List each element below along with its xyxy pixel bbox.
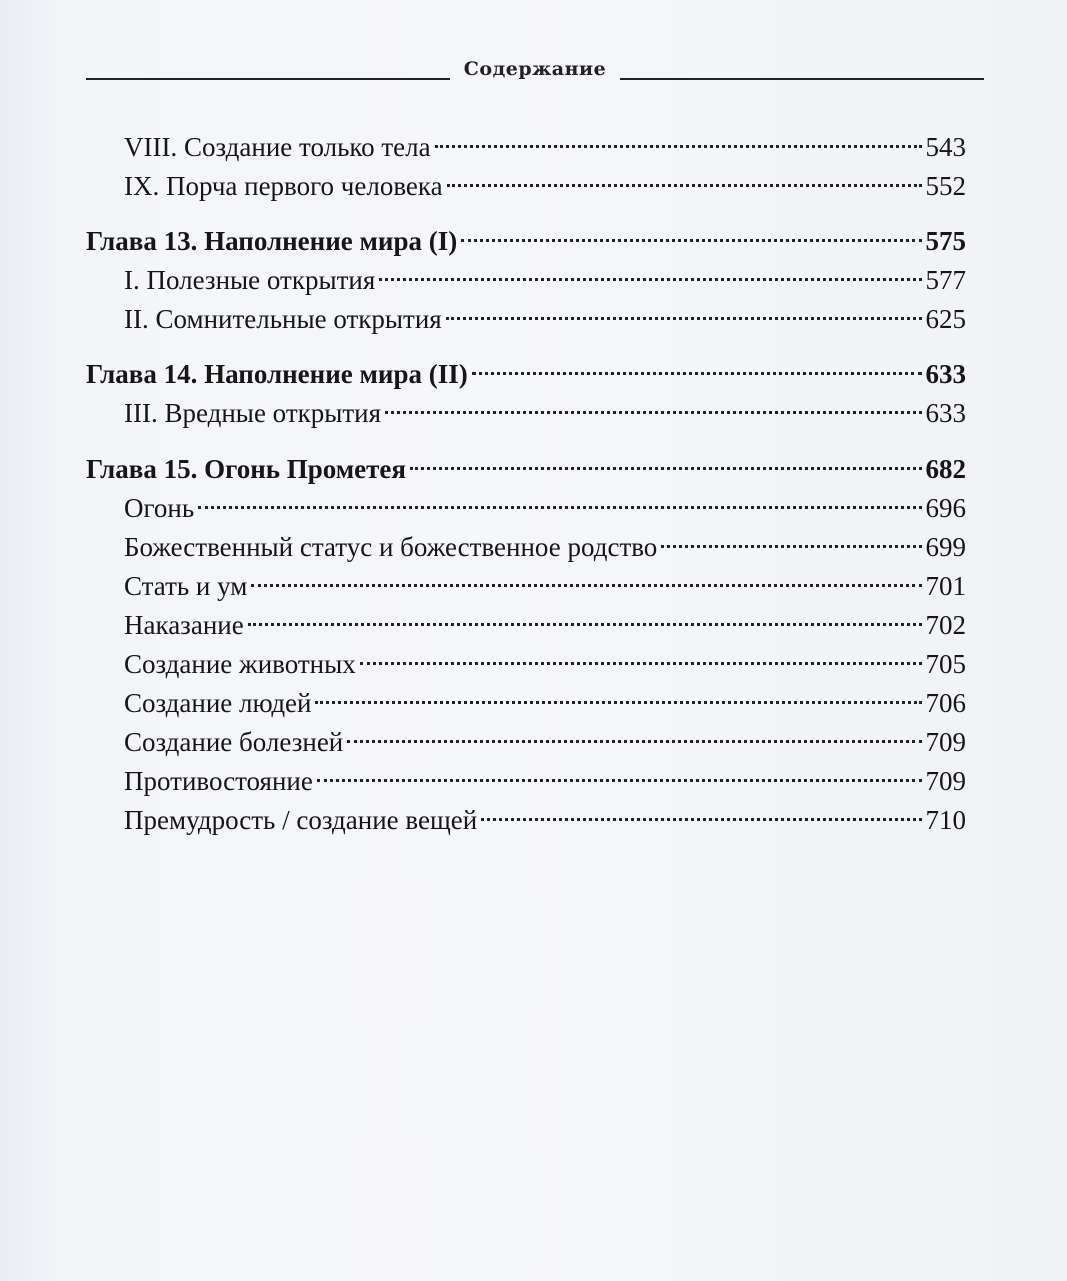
toc-chapter <box>86 444 966 484</box>
dot-leader <box>360 639 922 673</box>
entry-page: 575 <box>925 226 966 256</box>
dot-leader <box>447 161 922 195</box>
entry-title: Создание людей <box>124 688 312 718</box>
entry-page: 682 <box>925 454 966 484</box>
entry-title: Глава 14. Наполнение мира (II) <box>86 359 468 389</box>
toc-entry <box>124 294 966 334</box>
toc-entry <box>124 717 966 757</box>
entry-title: IX. Порча первого человека <box>124 171 443 201</box>
dot-leader <box>198 483 921 517</box>
entry-title: Стать и ум <box>124 571 248 601</box>
entry-page: 696 <box>925 493 966 523</box>
toc-entry <box>124 756 966 796</box>
dot-leader <box>248 600 922 634</box>
dot-leader <box>385 388 921 422</box>
entry-page: 709 <box>925 766 966 796</box>
toc-entry <box>124 795 966 835</box>
entry-title: Наказание <box>124 610 244 640</box>
header-title: Содержание <box>463 58 607 80</box>
toc-entry <box>124 678 966 718</box>
entry-title: Премудрость / создание вещей <box>124 805 478 835</box>
toc-chapter <box>86 349 966 389</box>
entry-title: Создание животных <box>124 649 356 679</box>
dot-leader <box>347 717 921 751</box>
dot-leader <box>472 349 922 383</box>
entry-page: 577 <box>925 265 966 295</box>
toc-entry <box>124 600 966 640</box>
toc-entry <box>124 122 966 162</box>
dot-leader <box>446 294 922 328</box>
running-header <box>86 56 984 96</box>
entry-page: 706 <box>925 688 966 718</box>
entry-page: 633 <box>925 359 966 389</box>
dot-leader <box>435 122 922 156</box>
dot-leader <box>461 216 921 250</box>
entry-title: Создание болезней <box>124 727 344 757</box>
entry-page: 709 <box>925 727 966 757</box>
entry-page: 699 <box>925 532 966 562</box>
dot-leader <box>379 255 921 289</box>
entry-title: Противостояние <box>124 766 313 796</box>
entry-title: I. Полезные открытия <box>124 265 376 295</box>
toc-entry <box>124 561 966 601</box>
entry-title: III. Вредные открытия <box>124 398 382 428</box>
entry-page: 701 <box>925 571 966 601</box>
header-rule-right <box>620 78 984 80</box>
entry-page: 710 <box>925 805 966 835</box>
entry-title: II. Сомнительные открытия <box>124 304 442 334</box>
dot-leader <box>661 522 921 556</box>
header-rule-left <box>86 78 450 80</box>
dot-leader <box>481 795 921 829</box>
entry-page: 705 <box>925 649 966 679</box>
entry-page: 625 <box>925 304 966 334</box>
toc-entry <box>124 483 966 523</box>
toc-entry <box>124 388 966 428</box>
entry-title: Глава 15. Огонь Прометея <box>86 454 407 484</box>
entry-page: 633 <box>925 398 966 428</box>
entry-title: VIII. Создание только тела <box>124 132 431 162</box>
dot-leader <box>317 756 922 790</box>
entry-page: 552 <box>925 171 966 201</box>
dot-leader <box>251 561 921 595</box>
dot-leader <box>315 678 921 712</box>
entry-title: Божественный статус и божественное родство <box>124 532 658 562</box>
entry-title: Глава 13. Наполнение мира (I) <box>86 226 458 256</box>
entry-page: 702 <box>925 610 966 640</box>
toc-entry <box>124 522 966 562</box>
entry-page: 543 <box>925 132 966 162</box>
toc-entry <box>124 639 966 679</box>
toc-entry <box>124 161 966 201</box>
toc-chapter <box>86 216 966 256</box>
entry-title: Огонь <box>124 493 195 523</box>
toc-entry <box>124 255 966 295</box>
dot-leader <box>410 444 921 478</box>
